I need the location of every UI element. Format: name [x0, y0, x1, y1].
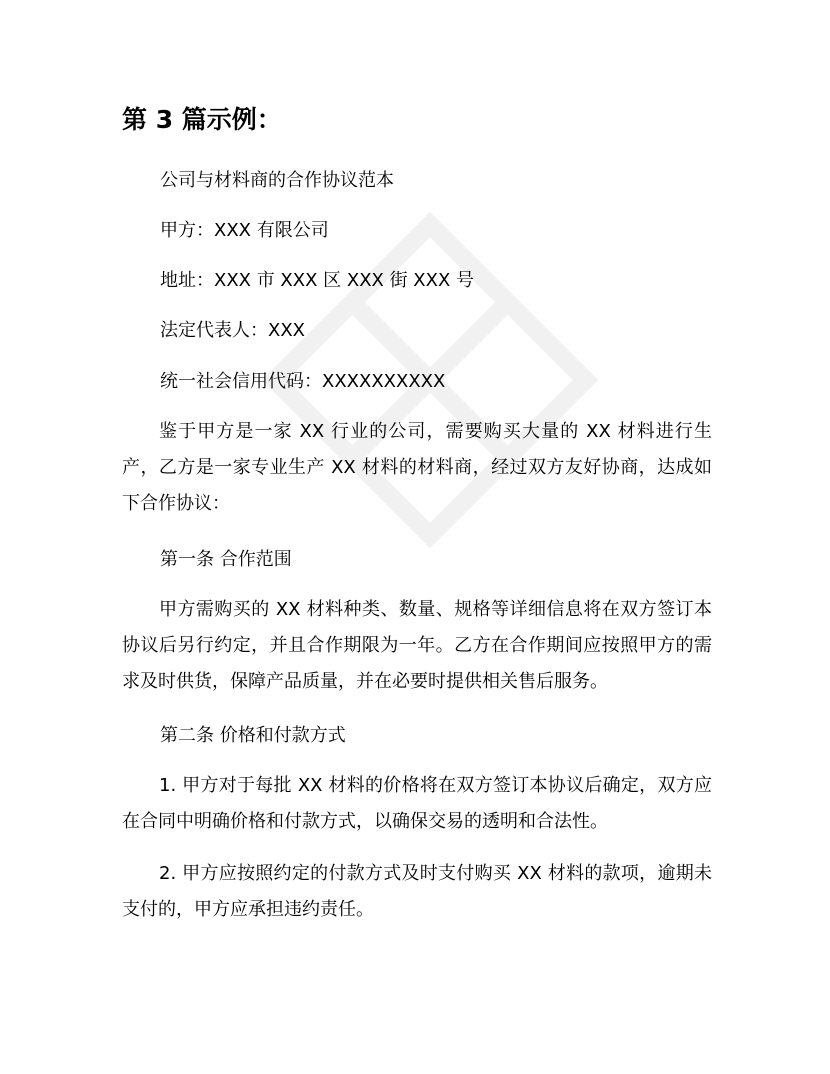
legal-representative-line: 法定代表人：XXX — [160, 320, 305, 341]
credit-code-line: 统一社会信用代码：XXXXXXXXXX — [160, 371, 446, 392]
article-2-item-1: 1. 甲方对于每批 XX 材料的价格将在双方签订本协议后确定，双方应在合同中明确价格和付款方式，以确保交易的透明和合法性。 — [122, 775, 712, 832]
article-2-item-2: 2. 甲方应按照约定的付款方式及时支付购买 XX 材料的款项，逾期未支付的，甲方应承担违约责任。 — [122, 863, 712, 920]
article-1-text: 甲方需购买的 XX 材料种类、数量、规格等详细信息将在双方签订本协议后另行约定，并且合作期限为一年。乙方在合作期间应按照甲方的需求及时供货，保障产品质量，并在必要时提供相关售后服务。 — [122, 599, 712, 692]
section-heading: 第 3 篇示例： — [122, 105, 282, 134]
intro-paragraph: 鉴于甲方是一家 XX 行业的公司，需要购买大量的 XX 材料进行生产，乙方是一家专业生产 XX 材料的材料商，经过双方友好协商，达成如下合作协议： — [122, 421, 712, 514]
agreement-title: 公司与材料商的合作协议范本 — [160, 170, 394, 191]
address-line: 地址：XXX 市 XXX 区 XXX 街 XXX 号 — [160, 270, 475, 291]
article-2-title: 第二条 价格和付款方式 — [160, 725, 346, 746]
article-1-title: 第一条 合作范围 — [160, 549, 292, 570]
party-a-line: 甲方：XXX 有限公司 — [160, 220, 329, 241]
